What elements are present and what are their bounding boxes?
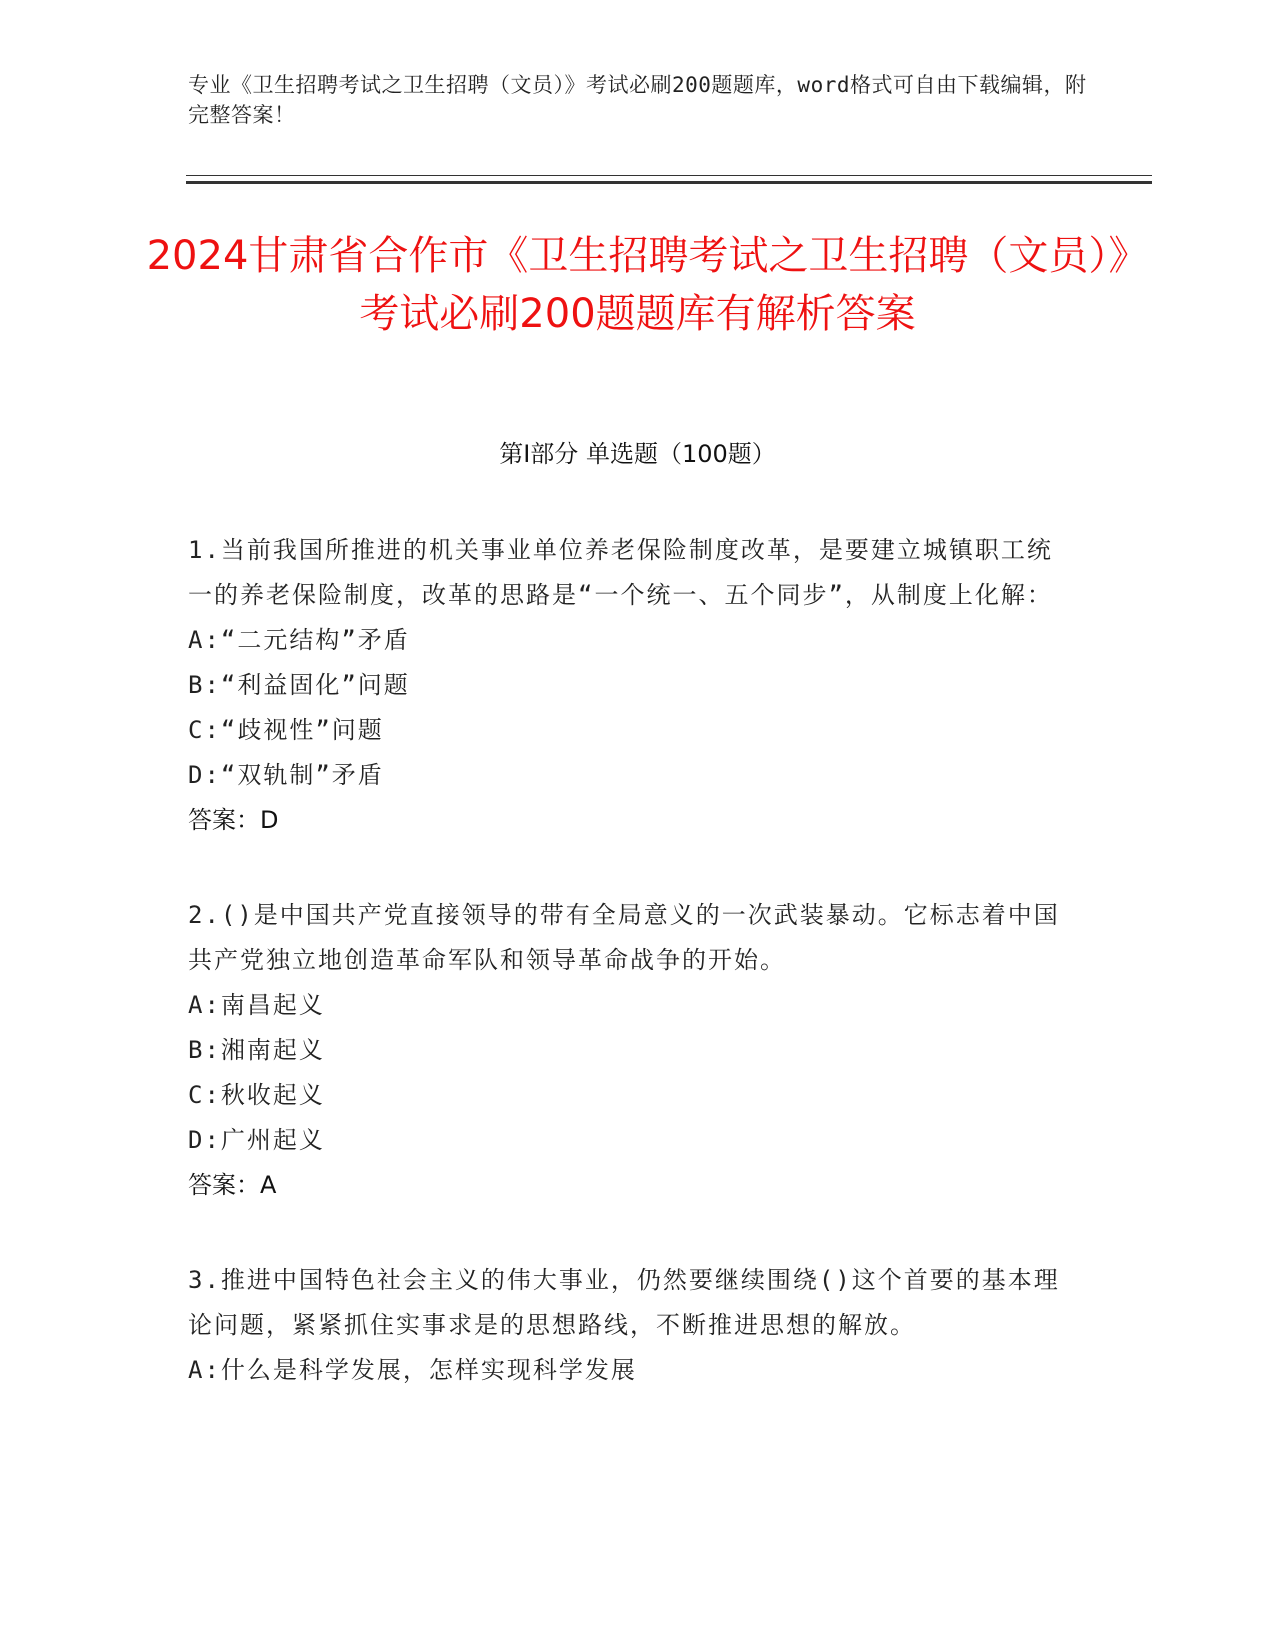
- option-b: B:“利益固化”问题: [188, 671, 410, 699]
- option-b: B:湘南起义: [188, 1036, 325, 1064]
- question-2: [188, 893, 1068, 1208]
- header-divider-thick: [186, 181, 1152, 184]
- option-c: C:秋收起义: [188, 1081, 325, 1109]
- option-d: D:“双轨制”矛盾: [188, 761, 384, 789]
- question-3: [188, 1258, 1068, 1393]
- answer-line: 答案：A: [188, 1171, 277, 1199]
- option-d: D:广州起义: [188, 1126, 325, 1154]
- question-list: [188, 528, 1068, 1443]
- question-stem: 1.当前我国所推进的机关事业单位养老保险制度改革，是要建立城镇职工统一的养老保险制度，改革的思路是“一个统一、五个同步”，从制度上化解：: [188, 536, 1053, 609]
- option-a: A:“二元结构”矛盾: [188, 626, 410, 654]
- header-divider-thin: [186, 175, 1152, 176]
- option-c: C:“歧视性”问题: [188, 716, 384, 744]
- option-a: A:什么是科学发展，怎样实现科学发展: [188, 1356, 637, 1384]
- document-title: 2024甘肃省合作市《卫生招聘考试之卫生招聘（文员）》考试必刷200题题库有解析答案: [146, 233, 1129, 337]
- question-stem: 2.()是中国共产党直接领导的带有全局意义的一次武装暴动。它标志着中国共产党独立地创造革命军队和领导革命战争的开始。: [188, 901, 1060, 974]
- question-1: [188, 528, 1068, 843]
- question-stem: 3.推进中国特色社会主义的伟大事业，仍然要继续围绕()这个首要的基本理论问题，紧紧抓住实事求是的思想路线，不断推进思想的解放。: [188, 1266, 1060, 1339]
- header-note: 专业《卫生招聘考试之卫生招聘（文员）》考试必刷200题题库，word格式可自由下载编辑，附完整答案！: [188, 73, 1087, 127]
- answer-line: 答案：D: [188, 806, 279, 834]
- section-heading: 第I部分 单选题（100题）: [499, 440, 776, 468]
- option-a: A:南昌起义: [188, 991, 325, 1019]
